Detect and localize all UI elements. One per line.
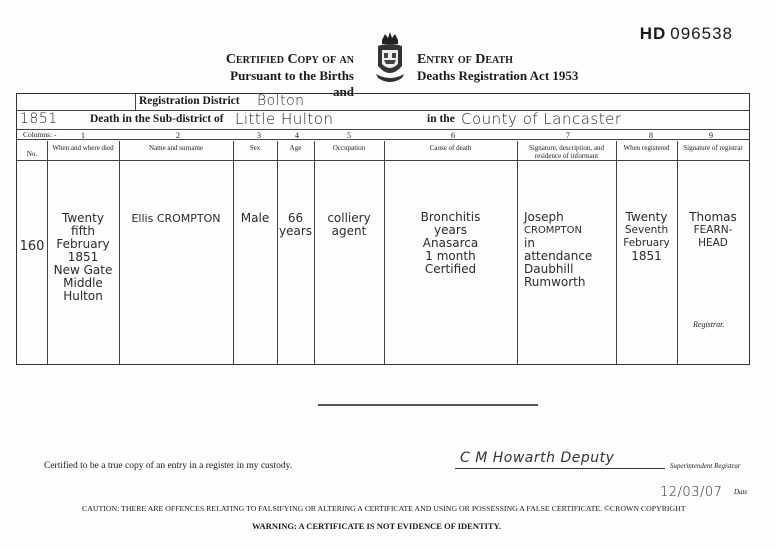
column-header-no: No. [26, 150, 38, 158]
informant-line: Joseph [524, 210, 564, 224]
when-where-line: Twenty [62, 211, 104, 225]
column-number: 8 [649, 131, 653, 140]
registered-line: 1851 [631, 249, 662, 263]
serial-number: 096538 [670, 24, 733, 43]
date-value: 12/03/07 [660, 485, 723, 500]
sub-district-label: Death in the Sub-district of [90, 113, 224, 125]
warning-text: WARNING: A CERTIFICATE IS NOT EVIDENCE OF IDENTITY. [252, 521, 502, 531]
column-divider [119, 141, 120, 364]
header-right-line2: Deaths Registration Act 1953 [417, 68, 579, 83]
cause-line: Certified [424, 262, 477, 276]
entry-informant [518, 211, 615, 289]
column-number: 3 [257, 131, 261, 140]
header-right-line1: Entry of Death [417, 52, 513, 67]
when-where-line: February [56, 237, 110, 251]
sub-district-row [17, 111, 749, 130]
age-line: 66 [287, 211, 304, 225]
entry-name: Ellis CROMPTON [131, 212, 221, 225]
entry-when-where [48, 212, 118, 303]
occupation-line: agent [331, 224, 367, 238]
entry-number: 160 [19, 239, 45, 254]
cause-line: Anasarca [422, 236, 479, 250]
signature-line [455, 468, 665, 469]
county-label: in the [427, 113, 455, 125]
certificate-serial [640, 24, 733, 44]
informant-line: Daubhill [524, 262, 574, 276]
informant-line: in [524, 236, 535, 250]
column-header-informant: Signature, description, and residence of informant [528, 144, 605, 160]
informant-line: CROMPTON [524, 225, 582, 236]
column-divider [314, 141, 315, 364]
year-value: 1851 [20, 111, 58, 127]
column-header-occupation: Occupation [332, 144, 366, 152]
entry-registered [617, 211, 676, 263]
informant-line: Rumworth [524, 275, 586, 289]
registrar-line: HEAD [698, 237, 728, 249]
entry-sex: Male [240, 211, 270, 225]
when-where-line: 1851 [67, 250, 99, 264]
column-number: 4 [295, 131, 299, 140]
column-number: 9 [709, 131, 713, 140]
when-where-line: New Gate [53, 263, 113, 277]
superintendent-label: Superintendent Registrar [670, 462, 741, 470]
header-left-line1: Certified Copy of an [225, 52, 354, 67]
cause-line: 1 month [425, 249, 476, 263]
registration-district-value: Bolton [257, 93, 305, 109]
cause-line: Bronchitis [420, 210, 481, 224]
registered-line: Seventh [624, 224, 669, 236]
when-where-line: Hulton [63, 289, 103, 303]
superintendent-signature: C M Howarth Deputy [460, 450, 615, 466]
closing-rule [318, 404, 538, 406]
entry-occupation [315, 212, 383, 238]
cause-line: years [433, 223, 468, 237]
entry-registrar [678, 211, 748, 250]
entry-age [278, 212, 313, 238]
column-divider [677, 141, 678, 364]
column-header-registrar: Signature of registrar [683, 144, 743, 152]
column-header-sex: Sex [249, 144, 261, 152]
column-header-cause: Cause of death [429, 144, 472, 152]
serial-prefix: HD [639, 24, 667, 43]
header-right [417, 52, 578, 84]
column-header-when-where: When and where died [52, 144, 114, 152]
entry-cause [385, 211, 516, 276]
column-header-age: Age [289, 144, 302, 152]
column-divider [277, 141, 278, 364]
when-where-line: fifth [71, 224, 95, 238]
date-label: Date [734, 488, 748, 496]
county-value: County of Lancaster [461, 110, 622, 128]
columns-label: Columns: - [23, 130, 57, 139]
column-header-registered: When registered [623, 144, 670, 152]
age-line: years [278, 224, 313, 238]
column-number: 2 [176, 131, 180, 140]
informant-line: attendance [524, 249, 593, 263]
column-divider [233, 141, 234, 364]
registrar-label: Registrar. [693, 320, 725, 329]
occupation-line: colliery [327, 211, 371, 225]
column-numbers-divider [17, 139, 749, 140]
column-number: 1 [81, 131, 85, 140]
column-header-name: Name and surname [148, 144, 204, 152]
certification-text: Certified to be a true copy of an entry in a register in my custody. [44, 461, 293, 471]
caution-text: CAUTION: THERE ARE OFFENCES RELATING TO FALSIFYING OR ALTERING A CERTIFICATE AND USING OR POSSESSING A FALSE CERTIFICATE. ©CROWN COPYRIGHT [82, 504, 686, 513]
when-where-line: Middle [63, 276, 103, 290]
registered-line: Twenty [625, 210, 668, 224]
registrar-line: Thomas [689, 210, 737, 224]
column-number: 5 [347, 131, 351, 140]
column-number: 6 [451, 131, 455, 140]
royal-coat-of-arms-icon [372, 30, 408, 88]
column-headers-divider [17, 160, 749, 161]
form-corner-cell [17, 94, 136, 110]
registration-district-label: Registration District [139, 95, 240, 107]
registrar-line: FEARN- [693, 224, 733, 236]
header-left-line2: Pursuant to the Births and [230, 68, 354, 99]
registered-line: February [623, 237, 670, 249]
death-entry-form [16, 93, 750, 365]
column-number: 7 [566, 131, 570, 140]
sub-district-value: Little Hulton [235, 110, 334, 128]
